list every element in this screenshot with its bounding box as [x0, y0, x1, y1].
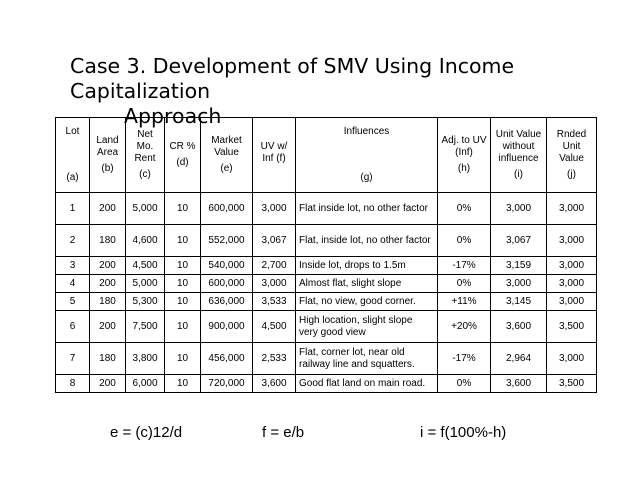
table-cell: 3,000 — [547, 275, 597, 293]
header-symbol: (h) — [457, 163, 471, 174]
table-cell: 4,600 — [126, 225, 165, 257]
table-row — [56, 225, 597, 257]
table-cell: 3,000 — [547, 257, 597, 275]
table-cell: 0% — [438, 375, 491, 393]
header-label: Adj. to UV (Inf) — [441, 135, 487, 158]
header-symbol: (j) — [567, 169, 576, 180]
table-cell: 3,600 — [253, 375, 296, 393]
header-cell — [491, 118, 547, 193]
influence-cell: Flat, corner lot, near old railway line and squatters. — [296, 343, 438, 375]
table-cell: 2,533 — [253, 343, 296, 375]
table-cell: 180 — [90, 293, 126, 311]
table-cell: 3,067 — [253, 225, 296, 257]
header-symbol: (g) — [360, 172, 373, 183]
table-row — [56, 193, 597, 225]
table-cell: 3,000 — [547, 343, 597, 375]
title-line-1: Case 3. Development of SMV Using Income Capitalization — [70, 54, 515, 103]
table-cell: 3,500 — [547, 375, 597, 393]
table-cell: 3,600 — [491, 375, 547, 393]
table-cell: 3,000 — [491, 193, 547, 225]
table-cell: 10 — [165, 375, 201, 393]
header-symbol: (e) — [220, 163, 233, 174]
table-cell: +20% — [438, 311, 491, 343]
table-cell: 0% — [438, 225, 491, 257]
table-row — [56, 311, 597, 343]
influence-cell: Flat, inside lot, no other factor — [296, 225, 438, 257]
table-cell: 4,500 — [253, 311, 296, 343]
header-symbol: (a) — [66, 172, 79, 183]
table-cell: -17% — [438, 257, 491, 275]
influence-cell: High location, slight slope very good view — [296, 311, 438, 343]
smv-table — [55, 117, 597, 393]
table-cell: 3,000 — [547, 293, 597, 311]
table-cell: 200 — [90, 375, 126, 393]
header-symbol: (b) — [101, 163, 114, 174]
table-cell: 3,533 — [253, 293, 296, 311]
table-cell: 2,964 — [491, 343, 547, 375]
influence-cell: Good flat land on main road. — [296, 375, 438, 393]
influence-cell: Flat, no view, good corner. — [296, 293, 438, 311]
table-cell: 552,000 — [201, 225, 253, 257]
table-cell: 600,000 — [201, 193, 253, 225]
header-symbol: (i) — [514, 169, 523, 180]
table-cell: 600,000 — [201, 275, 253, 293]
table-row — [56, 343, 597, 375]
header-label: Lot — [65, 126, 80, 137]
header-symbol: (d) — [176, 157, 189, 168]
table-cell: 10 — [165, 225, 201, 257]
header-cell — [90, 118, 126, 193]
table-cell: 3,800 — [126, 343, 165, 375]
table-cell: 10 — [165, 311, 201, 343]
table-cell: 0% — [438, 193, 491, 225]
table-cell: 1 — [56, 193, 90, 225]
table-cell: 5,000 — [126, 275, 165, 293]
formula-e: e = (c)12/d — [110, 424, 183, 441]
table-cell: 3 — [56, 257, 90, 275]
table-cell: 200 — [90, 311, 126, 343]
table-cell: +11% — [438, 293, 491, 311]
header-cell — [126, 118, 165, 193]
header-label: UV w/ Inf (f) — [260, 141, 288, 164]
table-cell: 900,000 — [201, 311, 253, 343]
table-cell: 7,500 — [126, 311, 165, 343]
header-label: Rnded Unit Value — [556, 129, 587, 164]
influence-cell: Almost flat, slight slope — [296, 275, 438, 293]
table-cell: 3,000 — [547, 193, 597, 225]
table-cell: 8 — [56, 375, 90, 393]
header-label: Unit Value without influence — [495, 129, 542, 164]
header-cell — [165, 118, 201, 193]
header-label: Land Area — [96, 135, 119, 158]
table-cell: 3,000 — [253, 193, 296, 225]
table-cell: 4 — [56, 275, 90, 293]
header-cell — [56, 118, 90, 193]
table-cell: 540,000 — [201, 257, 253, 275]
table-cell: 10 — [165, 275, 201, 293]
table-cell: 200 — [90, 257, 126, 275]
table-cell: 5,000 — [126, 193, 165, 225]
table-cell: 5 — [56, 293, 90, 311]
title-line-2: Approach — [124, 104, 222, 128]
table-cell: -17% — [438, 343, 491, 375]
table-cell: 10 — [165, 193, 201, 225]
header-cell — [201, 118, 253, 193]
table-cell: 6 — [56, 311, 90, 343]
table-cell: 180 — [90, 225, 126, 257]
header-label: Influences — [343, 126, 390, 137]
table-cell: 456,000 — [201, 343, 253, 375]
table-row — [56, 375, 597, 393]
table-cell: 3,500 — [547, 311, 597, 343]
table-cell: 636,000 — [201, 293, 253, 311]
header-cell — [547, 118, 597, 193]
table-row — [56, 257, 597, 275]
formula-f: f = e/b — [262, 424, 305, 441]
table-cell: 3,000 — [491, 275, 547, 293]
header-label: CR % — [169, 141, 196, 152]
header-cell — [296, 118, 438, 193]
table-cell: 3,000 — [547, 225, 597, 257]
header-symbol: (c) — [139, 169, 151, 180]
table-row — [56, 275, 597, 293]
table-cell: 10 — [165, 343, 201, 375]
header-label: Market Value — [211, 135, 242, 158]
table-cell: 720,000 — [201, 375, 253, 393]
table-cell: 200 — [90, 275, 126, 293]
table-cell: 2 — [56, 225, 90, 257]
table-cell: 6,000 — [126, 375, 165, 393]
influence-cell: Inside lot, drops to 1.5m — [296, 257, 438, 275]
table-cell: 7 — [56, 343, 90, 375]
header-label: Net Mo. Rent — [134, 129, 156, 164]
table-cell: 3,159 — [491, 257, 547, 275]
table-cell: 3,000 — [253, 275, 296, 293]
header-cell — [253, 118, 296, 193]
header-row — [56, 118, 597, 193]
table-cell: 180 — [90, 343, 126, 375]
influence-cell: Flat inside lot, no other factor — [296, 193, 438, 225]
table-cell: 3,145 — [491, 293, 547, 311]
table-body — [56, 193, 597, 393]
header-cell — [438, 118, 491, 193]
table-row — [56, 293, 597, 311]
table-cell: 3,600 — [491, 311, 547, 343]
table-cell: 5,300 — [126, 293, 165, 311]
table-cell: 0% — [438, 275, 491, 293]
table-cell: 200 — [90, 193, 126, 225]
formula-i: i = f(100%-h) — [420, 424, 507, 441]
table-cell: 2,700 — [253, 257, 296, 275]
table-cell: 10 — [165, 293, 201, 311]
table-cell: 4,500 — [126, 257, 165, 275]
table-cell: 10 — [165, 257, 201, 275]
table-cell: 3,067 — [491, 225, 547, 257]
